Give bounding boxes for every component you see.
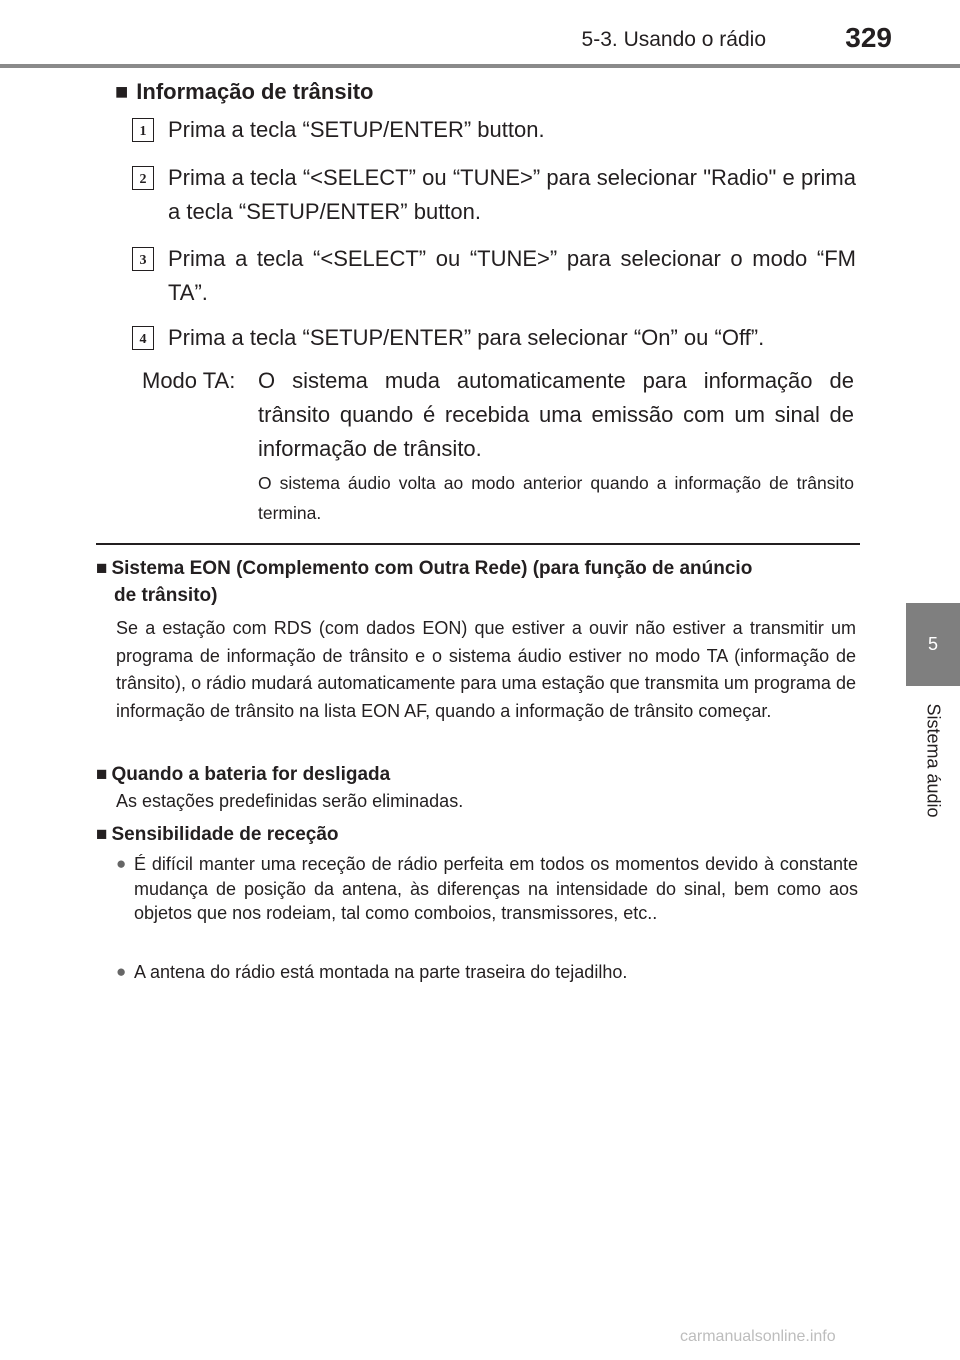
circle-bullet-icon: ● xyxy=(116,854,127,873)
square-bullet-icon: ■ xyxy=(96,764,108,785)
chapter-label: Sistema áudio xyxy=(923,702,944,818)
section-heading-text: Informação de trânsito xyxy=(136,79,374,104)
note-heading-eon-line2: de trânsito) xyxy=(114,585,218,606)
step-number-1: 1 xyxy=(132,118,154,142)
list-item xyxy=(116,852,858,926)
step-text-4: Prima a tecla “SETUP/ENTER” para selecionar “On” ou “Off”. xyxy=(168,325,765,350)
definition-term: Modo TA: xyxy=(142,368,236,393)
step-number-3: 3 xyxy=(132,247,154,271)
note-heading-reception-text: Sensibilidade de receção xyxy=(111,824,339,845)
square-bullet-icon: ■ xyxy=(96,824,108,845)
reception-bullet-2-text: A antena do rádio está montada na parte traseira do tejadilho. xyxy=(134,962,628,982)
note-body-battery: As estações predefinidas serão eliminadas. xyxy=(116,791,464,811)
reception-bullet-1-text: É difícil manter uma receção de rádio perfeita em todos os momentos devido à constante mudança de posição da antena, às diferenças na intensidade do sinal, bem como aos objetos que nos rodeiam, tal como comboios, transmissores, etc.. xyxy=(134,854,858,923)
note-heading-reception xyxy=(96,821,860,848)
note-heading-battery xyxy=(96,761,860,788)
circle-bullet-icon: ● xyxy=(116,962,127,981)
header-section-title: 5-3. Usando o rádio xyxy=(581,28,766,51)
step-text-1: Prima a tecla “SETUP/ENTER” button. xyxy=(168,117,545,142)
square-bullet-icon: ■ xyxy=(115,79,129,104)
note-heading-eon-line1: Sistema EON (Complemento com Outra Rede) (para função de anúncio xyxy=(111,558,753,579)
watermark-text: carmanualsonline.info xyxy=(680,1328,836,1345)
header-divider xyxy=(0,64,960,68)
note-body-eon: Se a estação com RDS (com dados EON) que estiver a ouvir não estiver a transmitir um programa de informação de trânsito e o sistema áudio estiver no modo TA (informação de trânsito), o rádio mudará automaticamente para uma estação que transmita um programa de informação de trânsito na lista EON AF, quando a informação de trânsito começar. xyxy=(116,618,856,721)
definition-body: O sistema muda automaticamente para informação de trânsito quando é recebida uma emissão com um sinal de informação de trânsito. xyxy=(258,368,854,461)
chapter-number: 5 xyxy=(927,634,938,654)
note-heading-battery-text: Quando a bateria for desligada xyxy=(111,764,391,785)
note-heading-eon xyxy=(96,555,860,609)
step-text-2: Prima a tecla “<SELECT” ou “TUNE>” para selecionar "Radio" e prima a tecla “SETUP/ENTER” button. xyxy=(168,165,856,224)
chapter-tab xyxy=(906,603,960,686)
step-text-3: Prima a tecla “<SELECT” ou “TUNE>” para selecionar o modo “FM TA”. xyxy=(168,246,856,305)
step-number-2: 2 xyxy=(132,166,154,190)
section-divider xyxy=(96,543,860,545)
square-bullet-icon: ■ xyxy=(96,558,108,579)
page-number: 329 xyxy=(845,22,892,53)
step-number-4: 4 xyxy=(132,326,154,350)
chapter-label-container xyxy=(906,690,960,830)
definition-note: O sistema áudio volta ao modo anterior quando a informação de trânsito termina. xyxy=(258,473,854,523)
section-heading xyxy=(115,79,373,105)
list-item xyxy=(116,960,858,985)
